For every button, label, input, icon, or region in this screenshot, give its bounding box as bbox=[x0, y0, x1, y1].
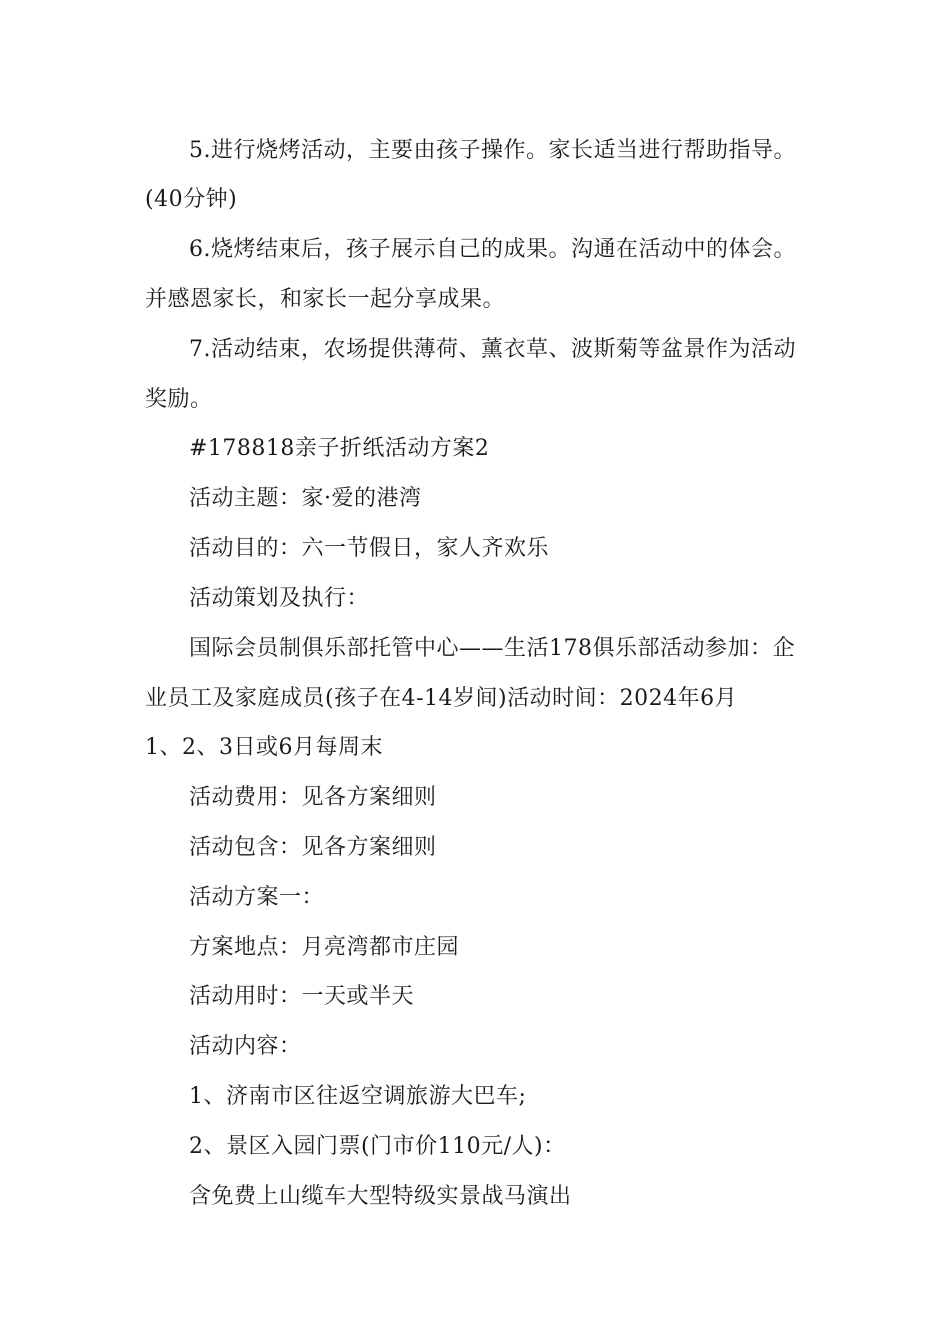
content-item-2-detail: 含免费上山缆车大型特级实景战马演出 bbox=[189, 1184, 572, 1209]
plan-content-heading: 活动内容： bbox=[189, 1034, 302, 1059]
activity-includes: 活动包含：见各方案细则 bbox=[189, 835, 437, 860]
activity-purpose: 活动目的：六一节假日，家人齐欢乐 bbox=[189, 536, 550, 561]
paragraph-step-7-line-1: 7.活动结束，农场提供薄荷、薰衣草、波斯菊等盆景作为活动 bbox=[189, 337, 796, 362]
activity-planning: 活动策划及执行： bbox=[189, 586, 370, 611]
section-heading: #178818亲子折纸活动方案2 bbox=[189, 436, 490, 461]
content-item-2: 2、景区入园门票(门市价110元/人)： bbox=[189, 1134, 566, 1159]
activity-fee: 活动费用：见各方案细则 bbox=[189, 785, 437, 810]
plan-location: 方案地点：月亮湾都市庄园 bbox=[189, 935, 460, 960]
paragraph-step-5-line-1: 5.进行烧烤活动，主要由孩子操作。家长适当进行帮助指导。 bbox=[189, 138, 796, 163]
paragraph-step-5-line-2: (40分钟) bbox=[145, 187, 238, 212]
organizer-paragraph-line-2: 业员工及家庭成员(孩子在4-14岁间)活动时间：2024年6月 bbox=[145, 686, 738, 711]
paragraph-step-6-line-1: 6.烧烤结束后，孩子展示自己的成果。沟通在活动中的体会。 bbox=[189, 237, 796, 262]
activity-theme: 活动主题：家·爱的港湾 bbox=[189, 486, 422, 511]
plan-duration: 活动用时：一天或半天 bbox=[189, 984, 415, 1009]
plan-one-heading: 活动方案一： bbox=[189, 885, 325, 910]
organizer-paragraph-line-3: 1、2、3日或6月每周末 bbox=[145, 735, 383, 760]
content-item-1: 1、济南市区往返空调旅游大巴车; bbox=[189, 1084, 527, 1109]
paragraph-step-7-line-2: 奖励。 bbox=[145, 387, 213, 412]
organizer-paragraph-line-1: 国际会员制俱乐部托管中心——生活178俱乐部活动参加：企 bbox=[189, 636, 795, 661]
paragraph-step-6-line-2: 并感恩家长，和家长一起分享成果。 bbox=[145, 287, 506, 312]
